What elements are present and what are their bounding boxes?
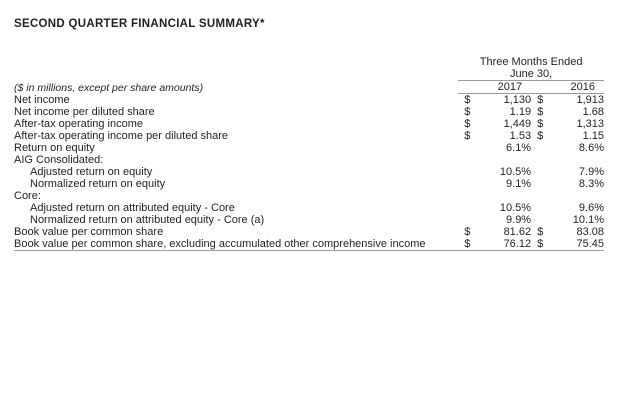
row-label: After-tax operating income per diluted share <box>14 130 229 142</box>
header-period-line1: Three Months Ended <box>479 56 583 68</box>
cell-2017 <box>458 94 531 107</box>
cell-value: 10.5% <box>499 202 532 214</box>
units-note: ($ in millions, except per share amounts) <box>14 81 204 94</box>
year-2017-label: 2017 <box>497 81 523 93</box>
currency-symbol: $ <box>537 130 544 142</box>
cell-value: 1.19 <box>509 106 532 118</box>
header-spacer <box>14 56 458 68</box>
cell-2017 <box>458 166 531 178</box>
cell-value: 7.9% <box>578 166 604 178</box>
cell-2016 <box>531 214 604 226</box>
currency-symbol: $ <box>464 226 471 238</box>
table-row <box>14 226 604 238</box>
cell-value: 81.62 <box>503 226 532 238</box>
cell-2017 <box>458 202 531 214</box>
cell-2016 <box>531 202 604 214</box>
currency-symbol: $ <box>537 106 544 118</box>
table-header-year-row <box>14 81 604 94</box>
cell-2017 <box>458 226 531 238</box>
table-body <box>14 94 604 251</box>
row-label: After-tax operating income <box>14 118 144 130</box>
cell-2016 <box>531 118 604 130</box>
table-row <box>14 202 604 214</box>
table-row <box>14 154 604 166</box>
table-row <box>14 190 604 202</box>
row-label: Normalized return on equity <box>30 178 166 190</box>
row-label: Return on equity <box>14 142 95 154</box>
table-row <box>14 94 604 107</box>
cell-value: 1,449 <box>503 118 532 130</box>
cell-2017 <box>458 106 531 118</box>
cell-2016 <box>531 106 604 118</box>
cell-2017 <box>458 214 531 226</box>
cell-value: 75.45 <box>576 238 604 250</box>
currency-symbol: $ <box>537 118 544 130</box>
cell-2016 <box>531 142 604 154</box>
cell-value: 1,913 <box>576 94 604 106</box>
row-label: AIG Consolidated: <box>14 154 104 166</box>
currency-symbol: $ <box>537 226 544 238</box>
financial-summary-table <box>14 56 604 251</box>
table-header-group-row-2 <box>14 68 604 81</box>
currency-symbol: $ <box>464 130 471 142</box>
cell-2017 <box>458 154 531 166</box>
table-row <box>14 106 604 118</box>
page-title: SECOND QUARTER FINANCIAL SUMMARY* <box>14 18 265 30</box>
table-row <box>14 178 604 190</box>
cell-2016 <box>531 94 604 107</box>
cell-2016 <box>531 190 604 202</box>
cell-2017 <box>458 238 531 251</box>
header-period-line2: June 30, <box>458 68 604 81</box>
row-label: Adjusted return on equity <box>30 166 153 178</box>
cell-2017 <box>458 190 531 202</box>
cell-value: 1,313 <box>576 118 604 130</box>
currency-symbol: $ <box>464 106 471 118</box>
cell-2017 <box>458 178 531 190</box>
cell-value: 9.1% <box>506 178 532 190</box>
row-label: Net income per diluted share <box>14 106 155 118</box>
currency-symbol: $ <box>537 238 544 250</box>
table-row <box>14 142 604 154</box>
table-row <box>14 118 604 130</box>
column-header-year-2017 <box>458 81 531 94</box>
header-spacer-2 <box>14 68 458 81</box>
table-row <box>14 166 604 178</box>
table-header-group-row <box>14 56 604 68</box>
row-label: Core: <box>14 190 41 202</box>
row-label: Net income <box>14 94 70 106</box>
cell-value: 8.3% <box>578 178 604 190</box>
cell-value: 1.68 <box>582 106 604 118</box>
cell-2016 <box>531 130 604 142</box>
cell-2016 <box>531 154 604 166</box>
table-row <box>14 130 604 142</box>
currency-symbol: $ <box>537 94 544 106</box>
row-label: Book value per common share, excluding accumulated other comprehensive income <box>14 238 458 251</box>
cell-value: 9.6% <box>578 202 604 214</box>
row-label: Normalized return on attributed equity - Core (a) <box>30 214 265 226</box>
currency-symbol: $ <box>464 118 471 130</box>
cell-2016 <box>531 238 604 251</box>
cell-2017 <box>458 142 531 154</box>
column-header-year-2016 <box>531 81 604 94</box>
cell-value: 1.53 <box>509 130 532 142</box>
table-row <box>14 238 604 251</box>
cell-value: 76.12 <box>503 238 532 250</box>
cell-value: 9.9% <box>506 214 532 226</box>
year-2016-label: 2016 <box>570 81 595 93</box>
cell-value: 8.6% <box>578 142 604 154</box>
cell-value: 1.15 <box>582 130 604 142</box>
row-label: Book value per common share <box>14 226 164 238</box>
cell-value: 10.1% <box>572 214 604 226</box>
row-label: Adjusted return on attributed equity - Core <box>30 202 235 214</box>
cell-2016 <box>531 166 604 178</box>
cell-2017 <box>458 118 531 130</box>
cell-2016 <box>531 226 604 238</box>
currency-symbol: $ <box>464 94 471 106</box>
cell-value: 83.08 <box>576 226 604 238</box>
cell-value: 6.1% <box>506 142 532 154</box>
cell-2017 <box>458 130 531 142</box>
currency-symbol: $ <box>464 238 471 250</box>
cell-2016 <box>531 178 604 190</box>
table-row <box>14 214 604 226</box>
cell-value: 10.5% <box>499 166 532 178</box>
cell-value: 1,130 <box>503 94 532 106</box>
